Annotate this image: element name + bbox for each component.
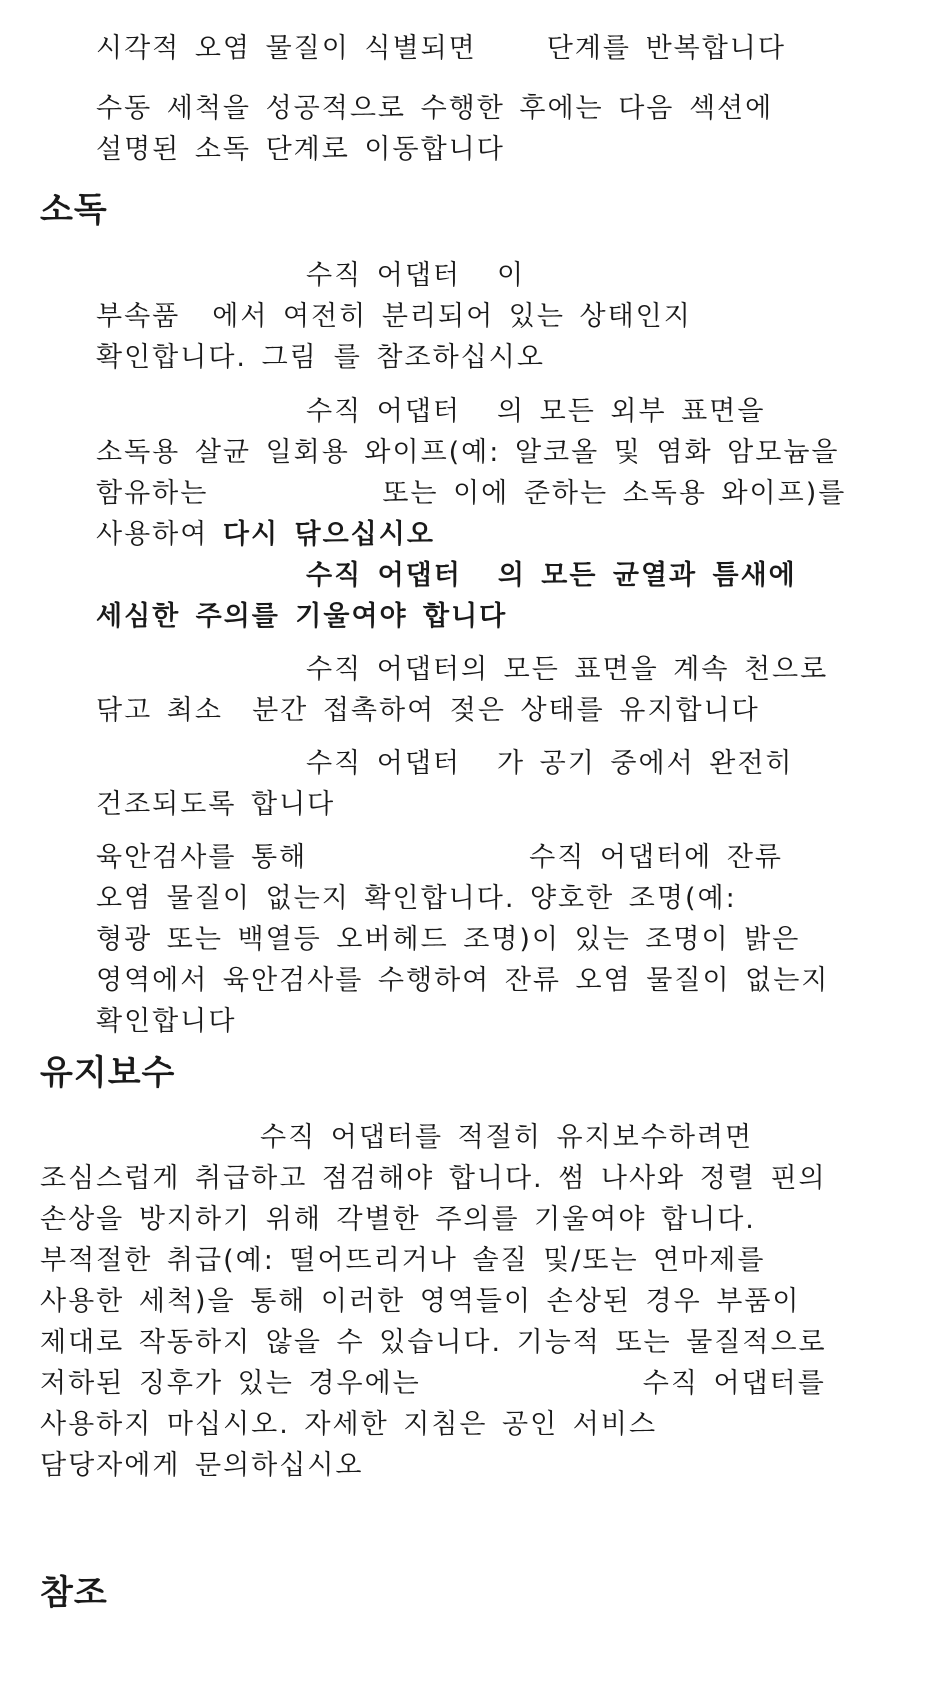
paragraph-line: 수직 어댑터의 모든 표면을 계속 천으로 xyxy=(306,654,829,685)
paragraph-line xyxy=(96,478,846,510)
text-segment: 에서 여전히 분리되어 있는 상태인지 xyxy=(212,301,692,332)
paragraph-line xyxy=(306,396,765,428)
text-segment: 의 모든 균열과 틈새에 xyxy=(497,560,797,591)
paragraph-line xyxy=(96,519,435,551)
paragraph-line: 사용한 세척)을 통해 이러한 영역들이 손상된 경우 부품이 xyxy=(40,1286,801,1317)
emphasis-text: 다시 닦으십시오 xyxy=(222,519,435,550)
text-segment: 수직 어댑터 xyxy=(306,260,461,291)
paragraph-line: 영역에서 육안검사를 수행하여 잔류 오염 물질이 없는지 xyxy=(96,965,830,996)
paragraph-line: 담당자에게 문의하십시오 xyxy=(40,1450,364,1481)
paragraph-line xyxy=(96,342,545,374)
repeat-step-line xyxy=(96,33,786,65)
emphasis-line: 세심한 주의를 기울여야 합니다 xyxy=(96,601,508,632)
text-segment: 시각적 오염 물질이 식별되면 xyxy=(96,33,477,64)
text-segment: 가 공기 중에서 완전히 xyxy=(497,748,794,779)
text-segment: 이 xyxy=(497,260,526,291)
text-segment: 또는 이에 준하는 소독용 와이프)를 xyxy=(382,478,847,509)
paragraph-line: 수직 어댑터를 적절히 유지보수하려면 xyxy=(260,1122,754,1153)
emphasis-line xyxy=(306,560,797,592)
paragraph-line xyxy=(96,842,783,874)
text-segment: 수직 어댑터 xyxy=(306,560,462,591)
text-segment: 를 참조하십시오 xyxy=(333,342,545,373)
text-segment: 수직 어댑터 xyxy=(306,396,461,427)
section-heading-maintenance: 유지보수 xyxy=(40,1053,176,1093)
text-segment: 육안검사를 통해 xyxy=(96,842,308,873)
paragraph-line xyxy=(40,1368,826,1400)
paragraph-line: 설명된 소독 단계로 이동합니다 xyxy=(96,134,505,165)
paragraph-line: 손상을 방지하기 위해 각별한 주의를 기울여야 합니다. xyxy=(40,1204,756,1235)
text-segment: 부속품 xyxy=(96,301,181,332)
paragraph-line: 닦고 최소 분간 접촉하여 젖은 상태를 유지합니다 xyxy=(96,695,760,726)
paragraph-line: 건조되도록 합니다 xyxy=(96,789,336,820)
text-segment: 의 모든 외부 표면을 xyxy=(497,396,766,427)
text-segment: 저하된 징후가 있는 경우에는 xyxy=(40,1368,421,1399)
text-segment: 사용하여 xyxy=(96,519,209,550)
paragraph-line: 소독용 살균 일회용 와이프(예: 알코올 및 염화 암모늄을 xyxy=(96,437,840,468)
paragraph-line: 형광 또는 백열등 오버헤드 조명)이 있는 조명이 밝은 xyxy=(96,924,801,955)
text-segment: 수직 어댑터에 잔류 xyxy=(529,842,783,873)
paragraph-line: 조심스럽게 취급하고 점검해야 합니다. 썸 나사와 정렬 핀의 xyxy=(40,1163,827,1194)
paragraph-line: 사용하지 마십시오. 자세한 지침은 공인 서비스 xyxy=(40,1409,658,1440)
paragraph-line: 오염 물질이 없는지 확인합니다. 양호한 조명(예: xyxy=(96,883,737,914)
text-segment: 수직 어댑터 xyxy=(306,748,461,779)
paragraph-line: 제대로 작동하지 않을 수 있습니다. 기능적 또는 물질적으로 xyxy=(40,1327,827,1358)
paragraph-line: 확인합니다 xyxy=(96,1006,237,1037)
paragraph-line xyxy=(306,748,794,780)
paragraph-line: 수동 세척을 성공적으로 수행한 후에는 다음 섹션에 xyxy=(96,93,774,124)
section-heading-reference: 참조 xyxy=(40,1573,108,1613)
text-segment: 수직 어댑터를 xyxy=(642,1368,826,1399)
text-segment: 확인합니다. 그림 xyxy=(96,342,318,373)
text-segment: 단계를 반복합니다 xyxy=(546,33,786,64)
paragraph-line xyxy=(306,260,525,292)
paragraph-line xyxy=(96,301,692,333)
paragraph-line: 부적절한 취급(예: 떨어뜨리거나 솔질 및/또는 연마제를 xyxy=(40,1245,766,1276)
section-heading-disinfection: 소독 xyxy=(40,190,108,230)
text-segment: 함유하는 xyxy=(96,478,209,509)
